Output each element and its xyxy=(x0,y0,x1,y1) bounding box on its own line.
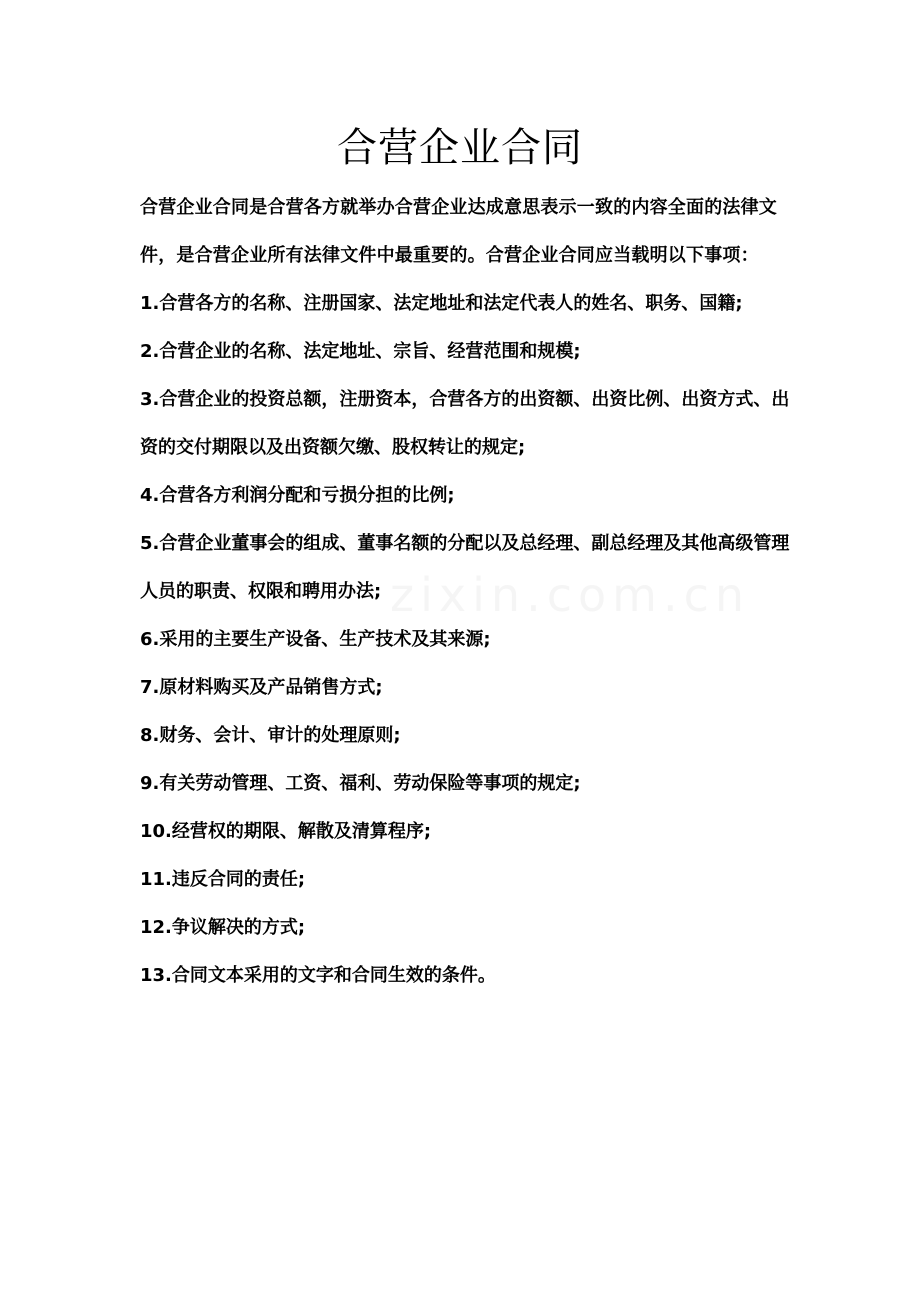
intro-paragraph: 合营企业合同是合营各方就举办合营企业达成意思表示一致的内容全面的法律文件，是合营企业所有法律文件中最重要的。合营企业合同应当载明以下事项： xyxy=(140,197,777,266)
list-item-10: 10.经营权的期限、解散及清算程序; xyxy=(140,821,432,842)
watermark: zixin.com.cn xyxy=(390,568,751,622)
list-item-5: 5.合营企业董事会的组成、董事名额的分配以及总经理、副总经理及其他高级管理人员的职责、权限和聘用办法; xyxy=(140,533,790,602)
list-item-6: 6.采用的主要生产设备、生产技术及其来源; xyxy=(140,629,491,650)
list-item-11: 11.违反合同的责任; xyxy=(140,869,306,890)
list-item-9: 9.有关劳动管理、工资、福利、劳动保险等事项的规定; xyxy=(140,773,581,794)
list-item-8: 8.财务、会计、审计的处理原则; xyxy=(140,725,401,746)
list-item-2: 2.合营企业的名称、法定地址、宗旨、经营范围和规模; xyxy=(140,341,581,362)
document-body xyxy=(140,184,790,1000)
list-item-13: 13.合同文本采用的文字和合同生效的条件。 xyxy=(140,965,496,986)
list-item-7: 7.原材料购买及产品销售方式; xyxy=(140,677,383,698)
list-item-3: 3.合营企业的投资总额，注册资本，合营各方的出资额、出资比例、出资方式、出资的交付期限以及出资额欠缴、股权转让的规定; xyxy=(140,389,790,458)
list-item-1: 1.合营各方的名称、注册国家、法定地址和法定代表人的姓名、职务、国籍; xyxy=(140,293,743,314)
list-item-12: 12.争议解决的方式; xyxy=(140,917,306,938)
document-title: 合营企业合同 xyxy=(337,125,583,171)
list-item-4: 4.合营各方利润分配和亏损分担的比例; xyxy=(140,485,455,506)
